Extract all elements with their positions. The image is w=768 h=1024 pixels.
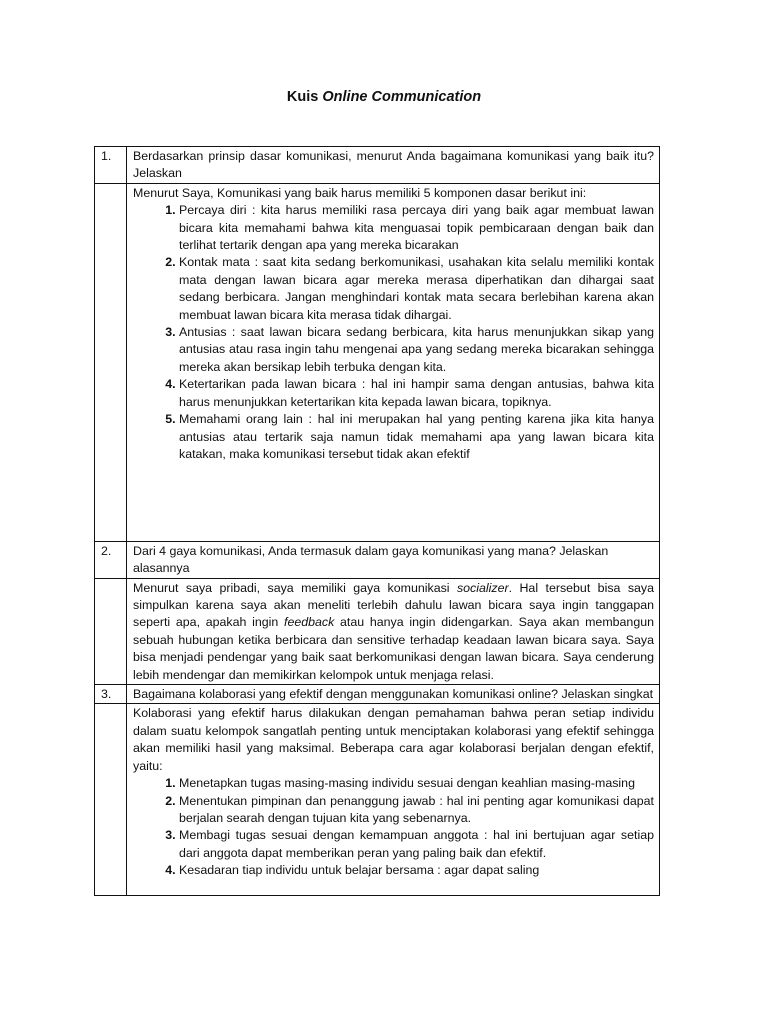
answer-row-1 xyxy=(95,183,660,541)
question-row-3 xyxy=(95,685,660,704)
question-number-3: 3. xyxy=(95,685,127,704)
answer-number-cell-2 xyxy=(95,578,127,684)
answer-cell-2 xyxy=(127,578,660,684)
answer-text-2b: . Hal tersebut bisa saya simpulkan karena saya akan meneliti terlebih dahulu lawan bicara saya ingin tanggapan seperti apa, apakah ingin xyxy=(133,580,655,630)
answer-cell-3 xyxy=(127,704,660,896)
list-item: 2. Menentukan pimpinan dan penanggung jawab : hal ini penting agar komunikasi dapat berjalan searah dengan tujuan kita yang sebenarnya. xyxy=(179,793,654,828)
quiz-table xyxy=(94,146,660,896)
list-item: 3. Antusias : saat lawan bicara sedang berbicara, kita harus menunjukkan sikap yang antusias atau rasa ingin tahu mengenai apa yang sedang mereka bicarakan sehingga mereka akan bersikap lebih terbuka dengan kita. xyxy=(179,324,654,376)
answer-list-3 xyxy=(133,775,654,879)
answer-row-3 xyxy=(95,704,660,896)
question-text-3: Bagaimana kolaborasi yang efektif dengan menggunakan komunikasi online? Jelaskan singkat xyxy=(127,685,660,704)
list-item: 3. Membagi tugas sesuai dengan kemampuan anggota : hal ini bertujuan agar setiap dari anggota dapat memberikan peran yang paling baik dan efektif. xyxy=(179,827,654,862)
title-italic: Online Communication xyxy=(322,89,482,105)
answer-intro-3: Kolaborasi yang efektif harus dilakukan dengan pemahaman bahwa peran setiap individu dalam suatu kelompok sangatlah penting untuk menciptakan kolaborasi yang efektif sehingga akan memiliki hasil yang maksimal. Beberapa cara agar kolaborasi berjalan dengan efektif, yaitu: xyxy=(133,706,654,773)
page-title xyxy=(0,89,768,105)
answer-number-cell-1 xyxy=(95,183,127,541)
answer-text-2a: Menurut saya pribadi, saya memiliki gaya komunikasi xyxy=(133,580,457,595)
answer-text-2c: atau hanya ingin didengarkan. Saya akan membangun sebuah hubungan ketika berbicara dan sensitive terhadap keadaan lawan bicara saya. Saya bisa menjadi pendengar yang baik saat berkomunikasi dengan lawan bicara. Saya cenderung lebih mendengar dan memikirkan kelompok untuk menjaga relasi. xyxy=(133,615,654,682)
list-item: 5. Memahami orang lain : hal ini merupakan hal yang penting karena jika kita hanya antusias atau tertarik saja namun tidak memahami apa yang lawan bicara kita katakan, maka komunikasi tersebut tidak akan efektif xyxy=(179,411,654,463)
question-row-1 xyxy=(95,147,660,184)
question-number-1: 1. xyxy=(95,147,127,184)
list-item: 4. Ketertarikan pada lawan bicara : hal ini hampir sama dengan antusias, bahwa kita harus menunjukkan ketertarikan kita kepada lawan bicara, topiknya. xyxy=(179,376,654,411)
question-text-1: Berdasarkan prinsip dasar komunikasi, menurut Anda bagaimana komunikasi yang baik itu? Jelaskan xyxy=(127,147,660,184)
question-text-2: Dari 4 gaya komunikasi, Anda termasuk dalam gaya komunikasi yang mana? Jelaskan alasannya xyxy=(127,541,660,578)
list-item: 2. Kontak mata : saat kita sedang berkomunikasi, usahakan kita selalu memiliki kontak mata dengan lawan bicara agar mereka merasa diperhatikan dan dihargai saat sedang berbicara. Jangan menghindari kontak mata secara berlebihan karena akan membuat lawan bicara kita merasa tidak dihargai. xyxy=(179,254,654,324)
list-item: 1. Percaya diri : kita harus memiliki rasa percaya diri yang baik agar membuat lawan bicara kita memahami bahwa kita menguasai topik pembicaraan dengan baik dan terlihat tertarik dengan apa yang mereka bicarakan xyxy=(179,202,654,254)
question-number-2: 2. xyxy=(95,541,127,578)
answer-emphasis-socializer: socializer xyxy=(456,580,509,595)
answer-number-cell-3 xyxy=(95,704,127,896)
answer-row-2 xyxy=(95,578,660,684)
list-item: 4. Kesadaran tiap individu untuk belajar bersama : agar dapat saling xyxy=(179,862,654,879)
answer-intro-1: Menurut Saya, Komunikasi yang baik harus memiliki 5 komponen dasar berikut ini: xyxy=(133,185,587,200)
answer-cell-1 xyxy=(127,183,660,541)
answer-emphasis-feedback: feedback xyxy=(284,615,335,630)
answer-clip-3 xyxy=(133,705,654,895)
question-row-2 xyxy=(95,541,660,578)
title-prefix: Kuis xyxy=(286,89,319,105)
list-item: 1. Menetapkan tugas masing-masing individu sesuai dengan keahlian masing-masing xyxy=(179,775,654,792)
answer-list-1 xyxy=(133,202,654,463)
